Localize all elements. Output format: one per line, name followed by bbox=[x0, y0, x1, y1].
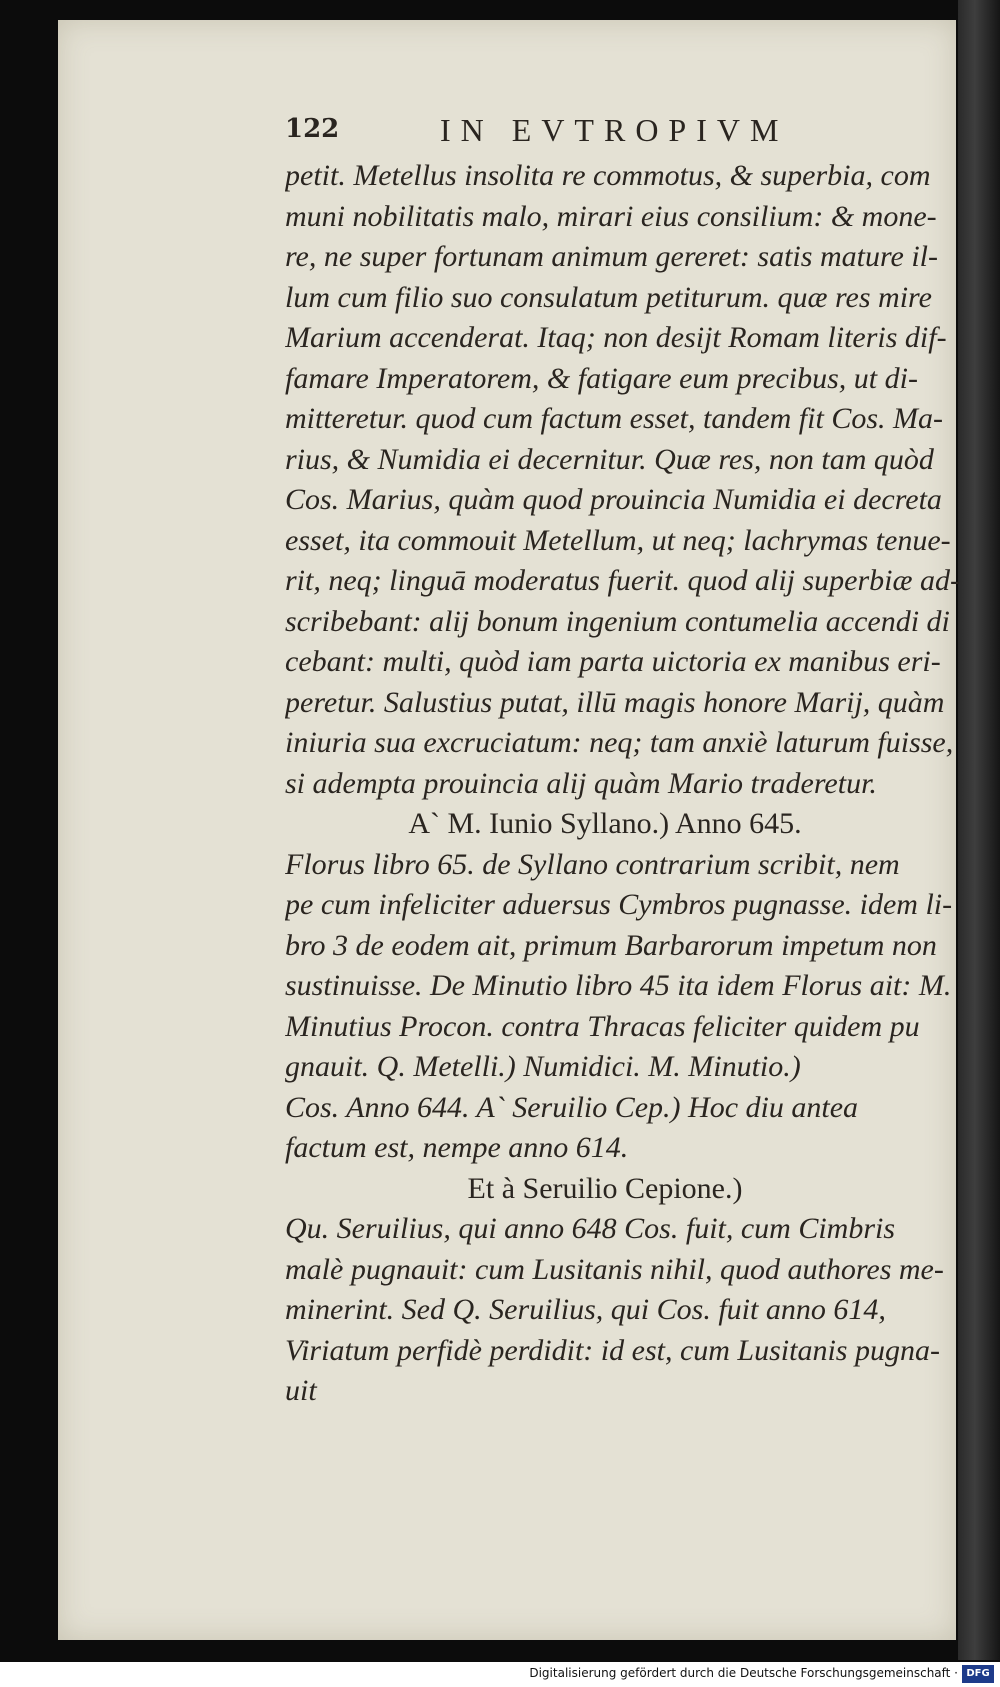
running-head bbox=[285, 112, 885, 152]
text-line: uit bbox=[285, 1374, 317, 1407]
text-line: Florus libro 65. de Syllano contrarium scribit, nem bbox=[285, 847, 900, 881]
text-line: minerint. Sed Q. Seruilius, qui Cos. fuit anno 614, bbox=[285, 1293, 886, 1326]
text-line: scribebant: alij bonum ingenium contumelia accendi di bbox=[285, 604, 950, 638]
text-line: iniuria sua excruciatum: neq; tam anxiè laturum fuisse, bbox=[285, 726, 954, 759]
footer-bar bbox=[0, 1662, 1000, 1687]
text-line: rit, neq; linguā moderatus fuerit. quod alij superbiæ ad- bbox=[285, 564, 960, 597]
text-line: sustinuisse. De Minutio libro 45 ita idem Florus ait: M. bbox=[285, 969, 952, 1002]
text-line: gnauit. Q. Metelli.) Numidici. M. Minutio.) bbox=[285, 1050, 801, 1083]
text-line: esset, ita commouit Metellum, ut neq; lachrymas tenue- bbox=[285, 523, 951, 557]
text-line: bro 3 de eodem ait, primum Barbarorum impetum non bbox=[285, 928, 937, 962]
text-line: Viriatum perfidè perdidit: id est, cum Lusitanis pugna- bbox=[285, 1333, 940, 1367]
footer-credit: Digitalisierung gefördert durch die Deutsche Forschungsgemeinschaft · bbox=[529, 1666, 958, 1680]
text-line: Et à Seruilio Cepione.) bbox=[467, 1171, 743, 1205]
text-line: peretur. Salustius putat, illū magis honore Marij, quàm bbox=[285, 685, 945, 719]
text-line: rius, & Numidia ei decernitur. Quæ res, non tam quòd bbox=[285, 442, 934, 476]
text-line: Qu. Seruilius, qui anno 648 Cos. fuit, cum Cimbris bbox=[285, 1212, 896, 1245]
text-line: petit. Metellus insolita re commotus, & superbia, com bbox=[285, 159, 931, 192]
text-line: malè pugnauit: cum Lusitanis nihil, quod authores me- bbox=[285, 1252, 944, 1286]
text-line: A` M. Iunio Syllano.) Anno 645. bbox=[408, 807, 802, 840]
text-line: lum cum filio suo consulatum petiturum. quæ res mire bbox=[285, 280, 932, 314]
text-line: famare Imperatorem, & fatigare eum precibus, ut di- bbox=[285, 361, 918, 395]
running-title: IN EVTROPIVM bbox=[440, 112, 789, 148]
page-number: 122 bbox=[285, 114, 340, 144]
text-line: factum est, nempe anno 614. bbox=[285, 1131, 629, 1164]
dfg-logo: DFG bbox=[962, 1665, 994, 1683]
text-line: Cos. Marius, quàm quod prouincia Numidia ei decreta bbox=[285, 483, 942, 516]
text-line: Cos. Anno 644. A` Seruilio Cep.) Hoc diu antea bbox=[285, 1090, 859, 1124]
text-line: Minutius Procon. contra Thracas feliciter quidem pu bbox=[285, 1009, 920, 1043]
text-line: Marium accenderat. Itaq; non desijt Romam literis dif- bbox=[285, 321, 947, 354]
text-line: cebant: multi, quòd iam parta uictoria ex manibus eri- bbox=[285, 645, 941, 678]
text-line: si adempta prouincia alij quàm Mario traderetur. bbox=[285, 766, 877, 800]
text-line: mitteretur. quod cum factum esset, tandem fit Cos. Ma- bbox=[285, 402, 943, 435]
text-line: re, ne super fortunam animum gereret: satis mature il- bbox=[285, 240, 938, 273]
text-line: pe cum infeliciter aduersus Cymbros pugnasse. idem li- bbox=[285, 888, 953, 921]
text-lines bbox=[285, 156, 965, 1412]
text-line: muni nobilitatis malo, mirari eius consilium: & mone- bbox=[285, 199, 937, 233]
